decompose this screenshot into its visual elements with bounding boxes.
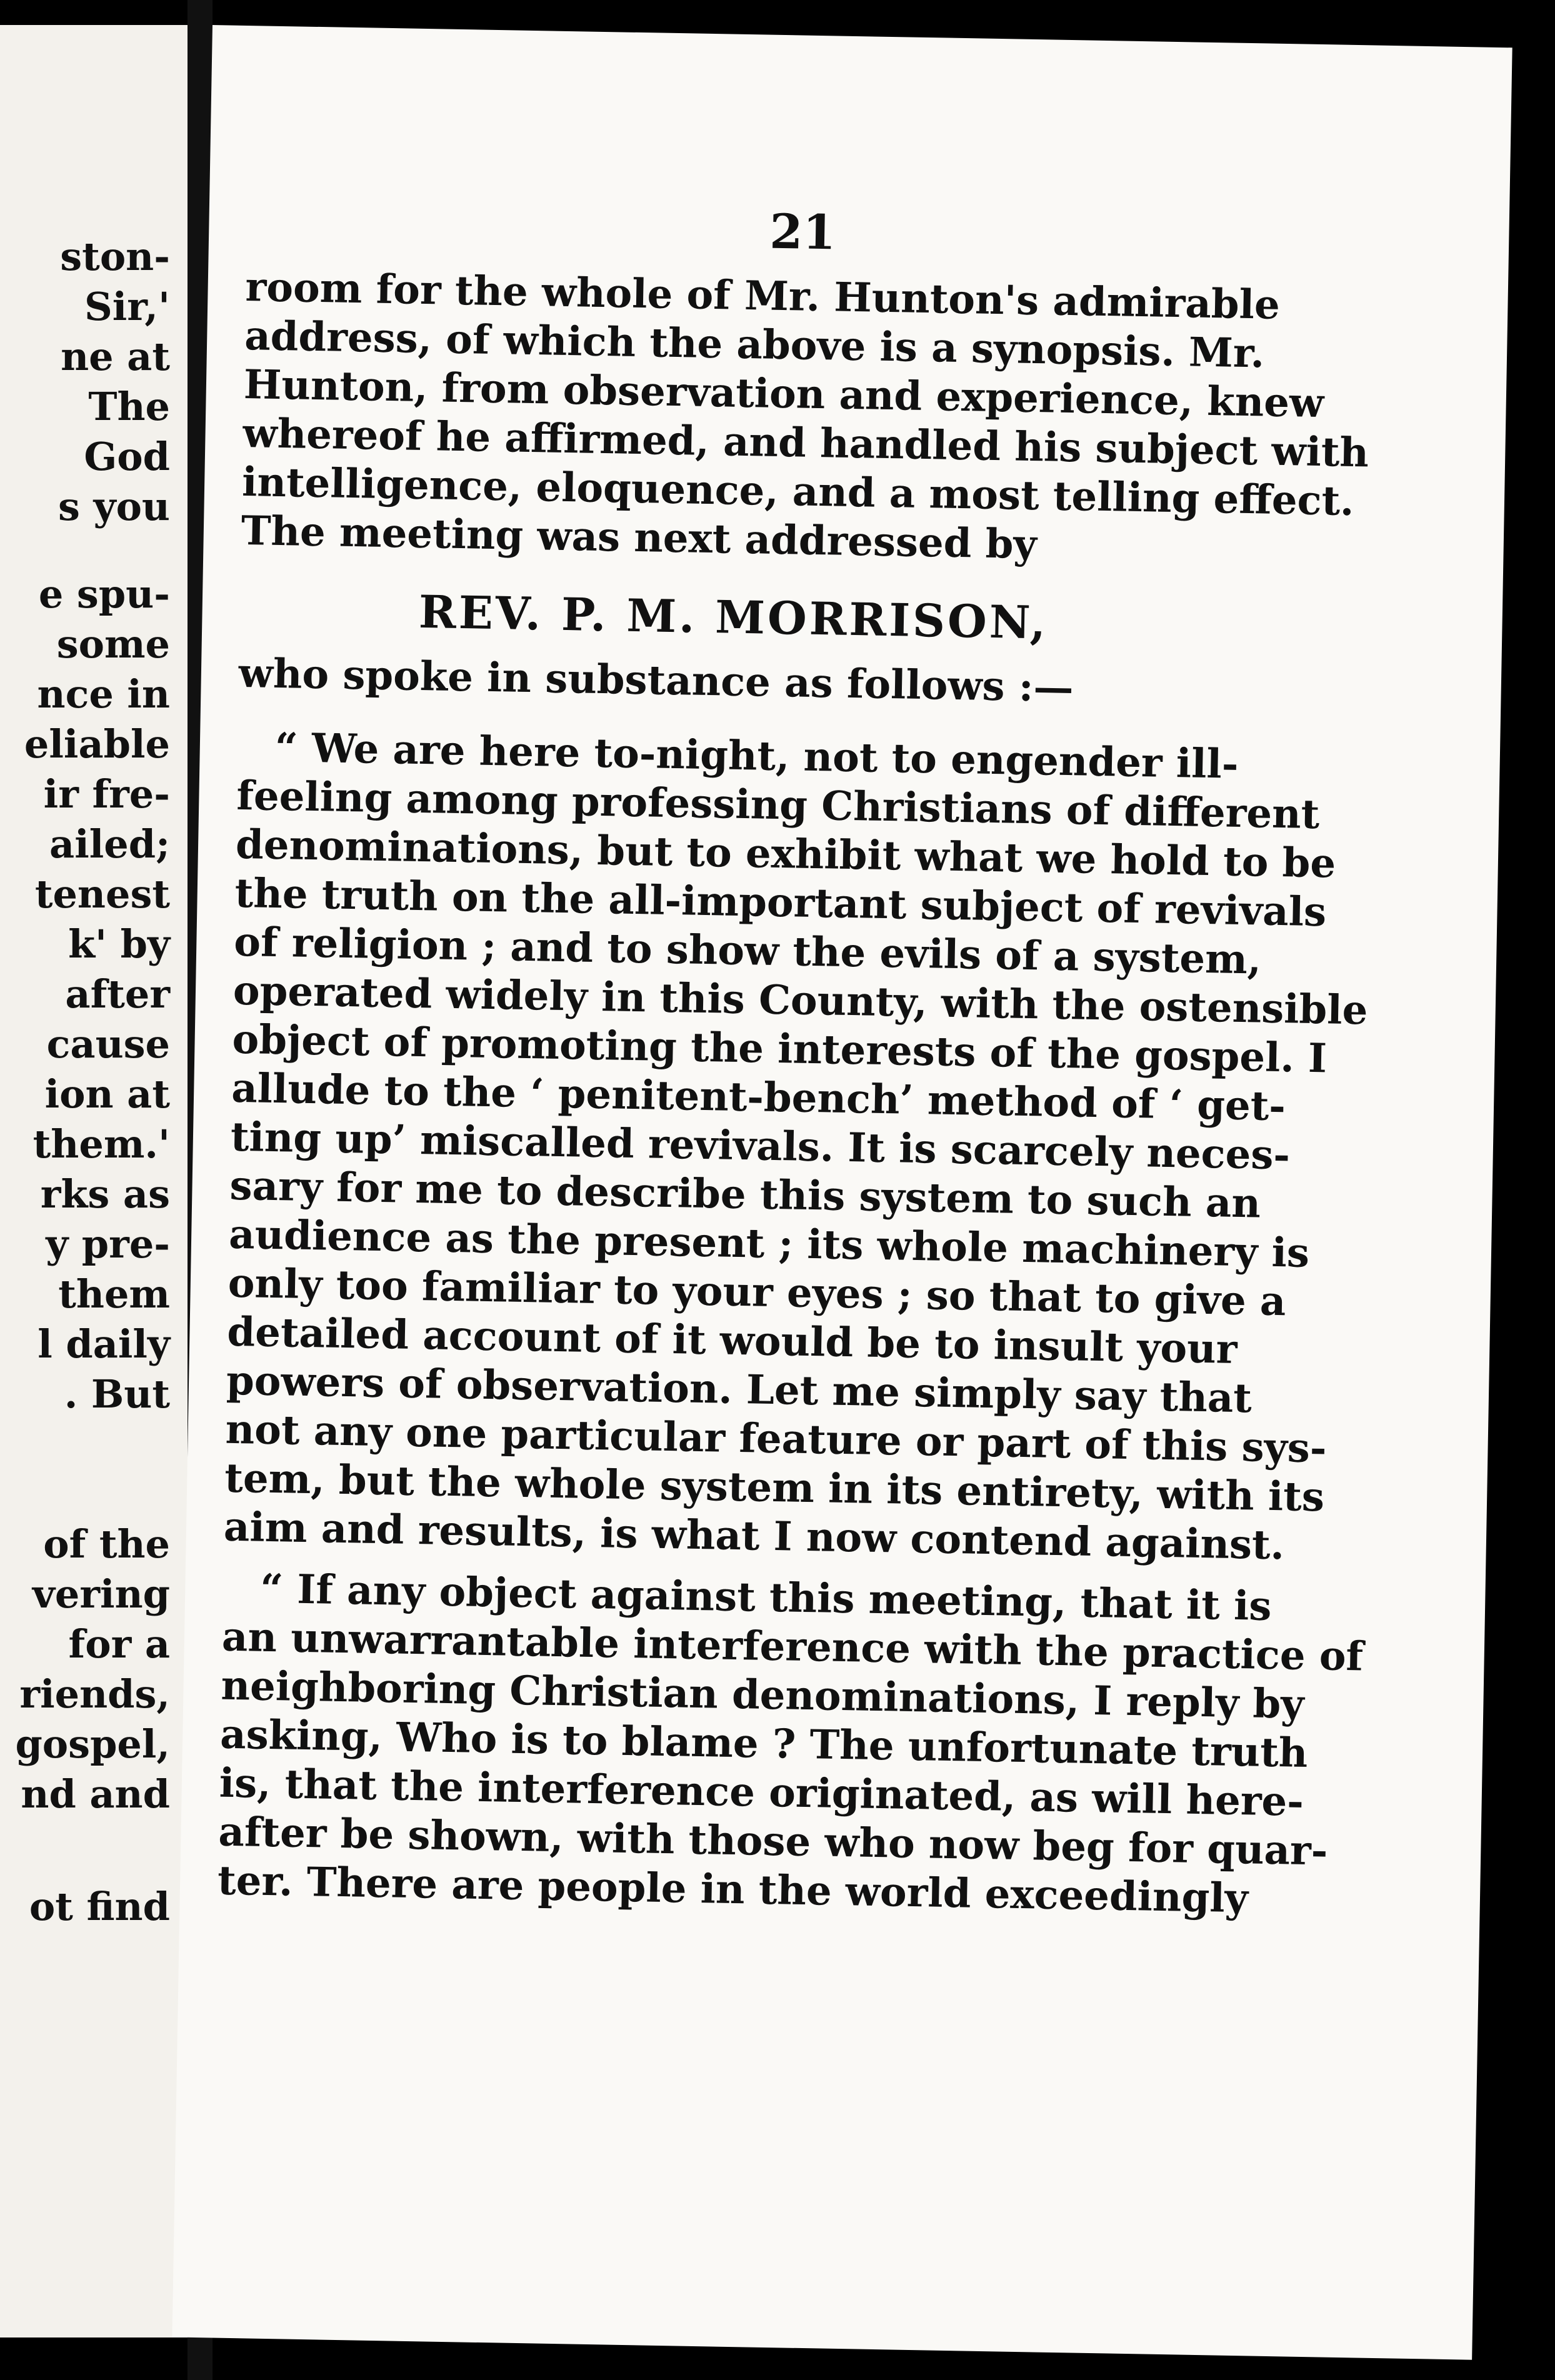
text-line: audience as the present ; its whole machinery is: [228, 1211, 1310, 1277]
left-page-line: ston-: [60, 234, 170, 279]
left-page-line: Sir,': [84, 284, 170, 329]
left-page-line: s you: [58, 484, 170, 529]
left-page-line: nd and: [21, 1771, 170, 1817]
text-line: operated widely in this County, with the ostensible: [232, 967, 1368, 1034]
left-page-line: tenest: [34, 871, 170, 917]
page-body: [217, 263, 1369, 1922]
text-line: feeling among professing Christians of different: [236, 772, 1320, 839]
text-line: ter. There are people in the world exceedingly: [217, 1857, 1249, 1922]
book-page: [172, 25, 1512, 2360]
left-page-line: eliable: [24, 721, 170, 767]
text-line: the truth on the all-important subject of revivals: [234, 869, 1327, 936]
text-line: “ If any object against this meeting, that it is: [259, 1565, 1272, 1630]
left-page-line: y pre-: [46, 1221, 170, 1267]
text-line: of religion ; and to show the evils of a system,: [233, 918, 1262, 984]
text-line: tem, but the whole system in its entirety, with its: [224, 1454, 1325, 1521]
text-line: object of promoting the interests of the gospel. I: [232, 1016, 1328, 1082]
text-line: Hunton, from observation and experience, knew: [243, 361, 1324, 428]
text-line: intelligence, eloquence, and a most telling effect.: [241, 458, 1355, 525]
text-line: neighboring Christian denominations, I reply by: [220, 1662, 1305, 1728]
left-page-line: ir fre-: [43, 771, 170, 817]
left-page-line: them.': [32, 1121, 170, 1167]
left-page-line: The: [88, 384, 170, 429]
left-page-line: e spu-: [38, 571, 170, 617]
text-line: detailed account of it would be to insult your: [226, 1308, 1238, 1373]
paragraph-1: [241, 263, 1369, 573]
left-page-line: them: [58, 1271, 170, 1317]
left-page-line: ailed;: [49, 821, 170, 867]
left-page-line: some: [56, 621, 170, 667]
text-line: ting up’ miscalled revivals. It is scarcely neces-: [230, 1113, 1291, 1179]
text-line: not any one particular feature or part of this sys-: [225, 1406, 1328, 1472]
left-page-line: ot find: [29, 1884, 170, 1929]
left-page-line: rks as: [40, 1171, 170, 1217]
text-line: address, of which the above is a synopsis. Mr.: [244, 312, 1265, 378]
left-page-line: of the: [43, 1521, 170, 1567]
text-line: aim and results, is what I now contend against.: [223, 1503, 1285, 1569]
paragraph-2: [223, 723, 1368, 1569]
speaker-heading: REV. P. M. MORRISON,: [418, 584, 1049, 649]
text-line: allude to the ‘ penitent-bench’ method of ‘ get-: [231, 1064, 1286, 1131]
left-page-line: God: [84, 434, 170, 479]
left-page-line: for a: [68, 1621, 170, 1667]
text-line: powers of observation. Let me simply say that: [226, 1357, 1252, 1422]
text-line: “ We are here to-night, not to engender ill-: [274, 724, 1239, 788]
left-page-line: k' by: [68, 921, 170, 967]
left-page-line: cause: [46, 1021, 170, 1067]
previous-page-fragment: [0, 25, 188, 2338]
left-page-line: after: [65, 971, 170, 1017]
left-page-line: vering: [32, 1571, 170, 1617]
text-line: after be shown, with those who now beg for quar-: [218, 1808, 1328, 1875]
left-page-line: riends,: [19, 1671, 170, 1717]
left-page-line: ion at: [44, 1071, 170, 1117]
text-line: sary for me to describe this system to such an: [229, 1162, 1261, 1228]
left-page-line: l daily: [38, 1321, 170, 1367]
left-page-line: . But: [64, 1371, 170, 1417]
left-page-line: ne at: [61, 334, 170, 379]
speech-intro: who spoke in substance as follows :—: [238, 649, 1074, 712]
text-line: only too familiar to your eyes ; so that to give a: [228, 1259, 1287, 1326]
page-number: 21: [769, 203, 837, 261]
text-line: room for the whole of Mr. Hunton's admirable: [245, 263, 1281, 329]
text-line: denominations, but to exhibit what we hold to be: [235, 821, 1336, 888]
paragraph-3: [217, 1564, 1364, 1922]
text-line: is, that the interference originated, as will here-: [219, 1759, 1304, 1826]
text-line: an unwarrantable interference with the practice of: [221, 1613, 1364, 1681]
text-line: whereof he affirmed, and handled his subject with: [242, 409, 1369, 477]
left-page-line: nce in: [37, 671, 170, 717]
text-line: The meeting was next addressed by: [241, 507, 1038, 569]
left-page-line: gospel,: [15, 1721, 170, 1767]
text-line: asking, Who is to blame ? The unfortunate truth: [219, 1711, 1308, 1777]
